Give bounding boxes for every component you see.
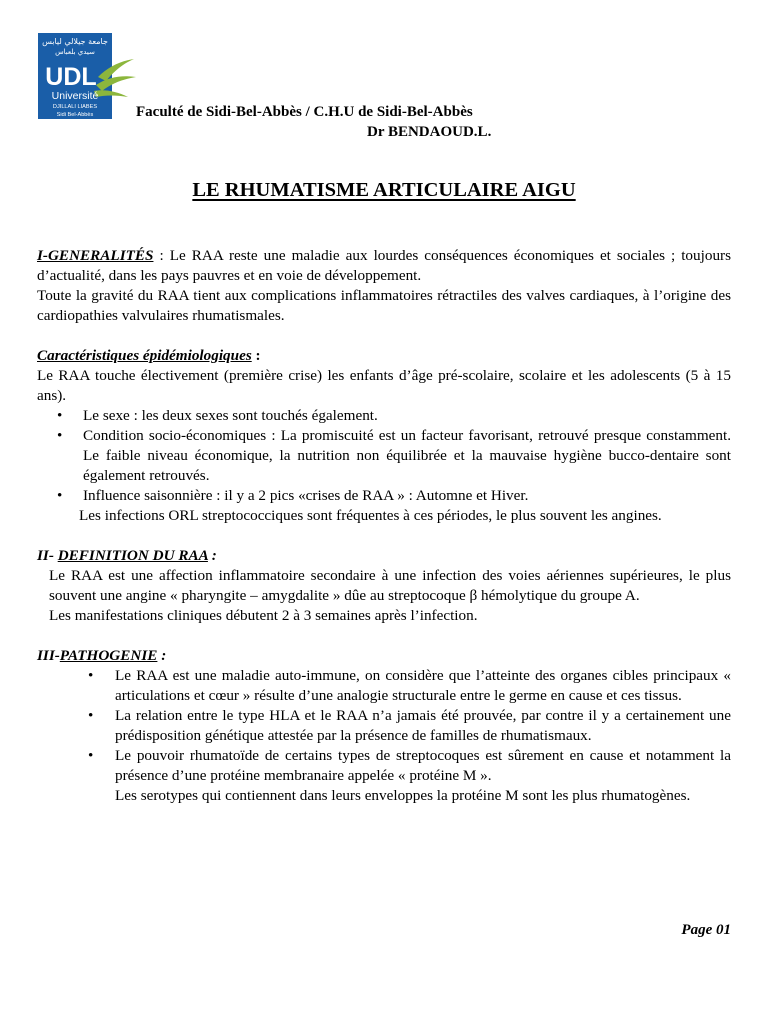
list-item-text: Le pouvoir rhumatoïde de certains types de streptocoques est sûrement en cause et notamment la présence d’une protéine membranaire appelée « protéine M ». (115, 747, 731, 784)
definition-heading-suffix: : (207, 547, 217, 564)
generalites-text: : Le RAA reste une maladie aux lourdes conséquences économiques et sociales ; toujours d’actualité, dans les pays pauvres et en voie de développement. (37, 247, 731, 284)
bullet-icon: • (57, 427, 63, 444)
definition-prefix: II- (37, 547, 58, 564)
list-item-text: La relation entre le type HLA et le RAA n’a jamais été prouvée, par contre il y a certainement une prédisposition génétique attestée par la présence de familles de rhumatismaux. (115, 707, 731, 744)
logo-arabic-line1: جامعة جيلالي ليابس (42, 37, 108, 46)
list-item (37, 406, 731, 426)
generalites-heading-text: I-GENERALITÉS (37, 247, 154, 264)
definition-paragraph: Le RAA est une affection inflammatoire secondaire à une infection des voies aériennes supérieures, le plus souvent une angine « pharyngite – amygdalite » dûe au streptocoque β hémolytique du groupe A. (49, 567, 731, 604)
definition-paragraph-2: Les manifestations cliniques débutent 2 à 3 semaines après l’infection. (49, 607, 478, 624)
page-title-text: LE RHUMATISME ARTICULAIRE AIGU (192, 179, 576, 201)
generalites-paragraph-2: Toute la gravité du RAA tient aux complications inflammatoires rétractiles des valves cardiaques, à l’origine des cardiopathies valvulaires rhumatismales. (37, 287, 731, 324)
list-item (37, 746, 731, 786)
pathogenie-heading (37, 646, 731, 666)
list-item-text: Influence saisonnière : il y a 2 pics «crises de RAA » : Automne et Hiver. (83, 487, 529, 504)
pathogenie-list (37, 666, 731, 786)
logo-name: Université (51, 90, 99, 102)
generalites-paragraph (37, 246, 731, 286)
university-logo (38, 33, 137, 119)
epidemio-heading (37, 346, 731, 366)
page-title (0, 180, 768, 200)
list-item-text: Le RAA est une maladie auto-immune, on considère que l’atteinte des organes cibles principaux « articulations et cœur » résulte d’une analogie structurale entre le germe en cause et ces tissus. (115, 667, 731, 704)
epidemio-list (37, 406, 731, 506)
pathogenie-heading-suffix: : (157, 647, 167, 664)
pathogenie-prefix: III- (37, 647, 60, 664)
header-author: Dr BENDAOUD.L. (367, 124, 492, 140)
bullet-icon: • (57, 487, 63, 504)
list-item-text: Condition socio-économiques : La promiscuité est un facteur favorisant, retrouvé presque constamment. Le faible niveau économique, la nutrition non équilibrée et la mauvaise hygiène bucco-dentaire sont également retrouvés. (83, 427, 731, 484)
definition-heading-text: DEFINITION DU RAA (57, 547, 208, 564)
logo-arabic-line2: سيدي بلعباس (55, 48, 95, 56)
generalites-heading (37, 247, 153, 264)
list-item (37, 666, 731, 706)
definition-heading (37, 546, 731, 566)
bullet-icon: • (57, 407, 63, 424)
logo-mark: UDL (45, 63, 97, 91)
list-item (37, 486, 731, 506)
logo-sub1: DJILLALI LIABES (52, 104, 98, 110)
logo-sub2: Sidi Bel-Abbès (56, 112, 94, 118)
header-institution: Faculté de Sidi-Bel-Abbès / C.H.U de Sidi-Bel-Abbès (136, 104, 473, 120)
pathogenie-after: Les serotypes qui contiennent dans leurs enveloppes la protéine M sont les plus rhumatogènes. (115, 787, 691, 804)
bullet-icon: • (88, 747, 94, 764)
epidemio-heading-text: Caractéristiques épidémiologiques (37, 347, 252, 364)
list-item (37, 426, 731, 486)
page-number: Page 01 (681, 922, 731, 938)
epidemio-intro: Le RAA touche électivement (première crise) les enfants d’âge pré-scolaire, scolaire et les adolescents (5 à 15 ans). (37, 367, 731, 404)
pathogenie-heading-text: PATHOGENIE (59, 647, 158, 664)
document-body (37, 246, 731, 806)
list-item-text: Le sexe : les deux sexes sont touchés également. (83, 407, 378, 424)
bullet-icon: • (88, 707, 94, 724)
list-item (37, 706, 731, 746)
epidemio-heading-suffix: : (251, 347, 261, 364)
epidemio-after: Les infections ORL streptococciques sont fréquentes à ces périodes, le plus souvent les angines. (79, 507, 662, 524)
bullet-icon: • (88, 667, 94, 684)
